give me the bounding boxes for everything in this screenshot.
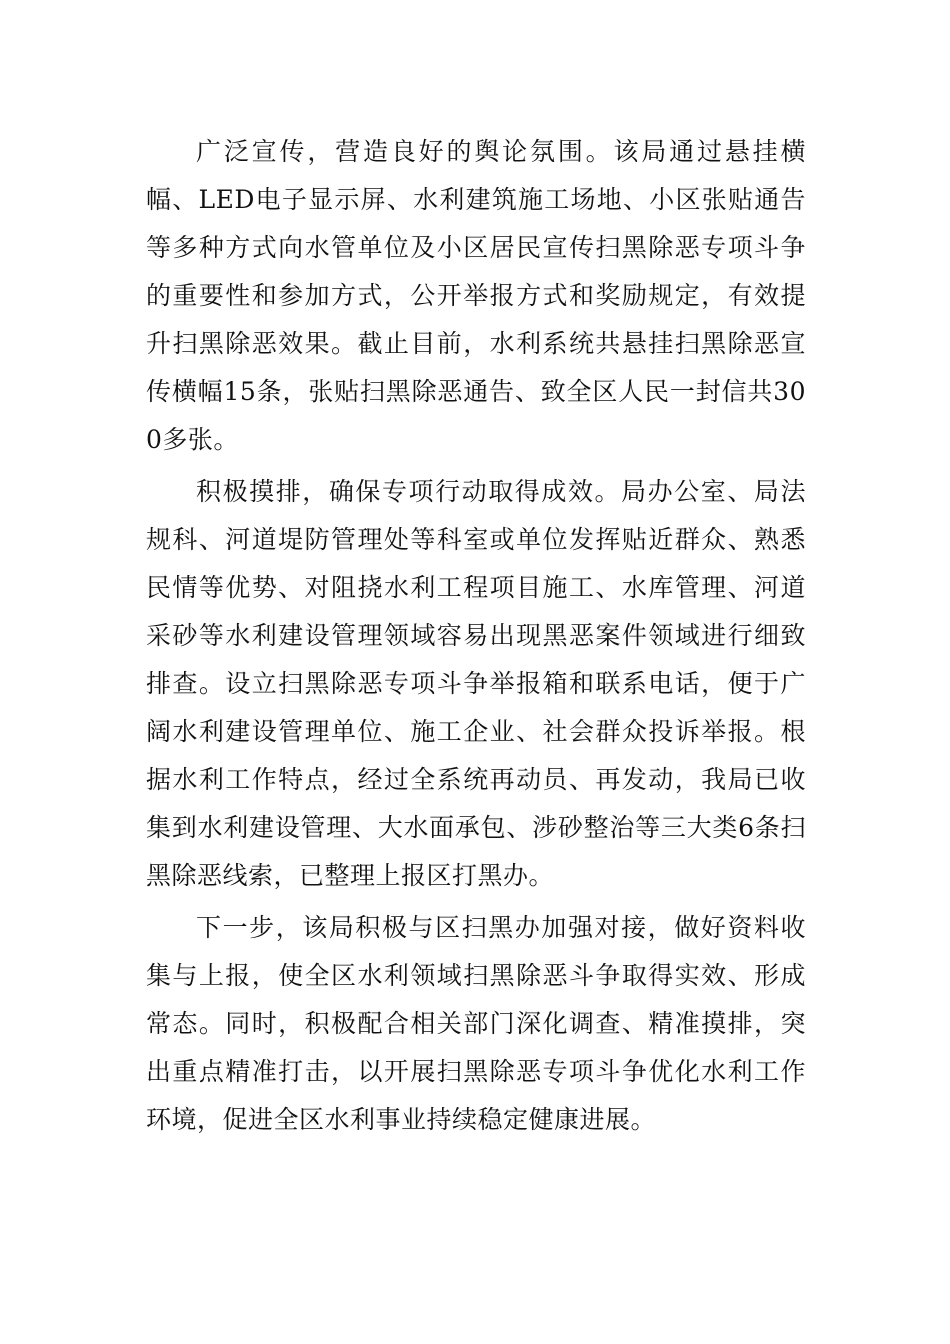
paragraph-investigation: 积极摸排，确保专项行动取得成效。局办公室、局法规科、河道堤防管理处等科室或单位发挥贴近群众、熟悉民情等优势、对阻挠水利工程项目施工、水库管理、河道采砂等水利建设管理领域容易出现黑恶案件领域进行细致排查。设立扫黑除恶专项斗争举报箱和联系电话，便于广阔水利建设管理单位、施工企业、社会群众投诉举报。根据水利工作特点，经过全系统再动员、再发动，我局已收集到水利建设管理、大水面承包、涉砂整治等三大类6条扫黑除恶线索，已整理上报区打黑办。: [146, 477, 806, 890]
paragraph-publicity: 广泛宣传，营造良好的舆论氛围。该局通过悬挂横幅、LED电子显示屏、水利建筑施工场地、小区张贴通告等多种方式向水管单位及小区居民宣传扫黑除恶专项斗争的重要性和参加方式，公开举报方式和奖励规定，有效提升扫黑除恶效果。截止目前，水利系统共悬挂扫黑除恶宣传横幅15条，张贴扫黑除恶通告、致全区人民一封信共300多张。: [146, 137, 806, 454]
document-body: [146, 128, 806, 1144]
paragraph-next-steps: 下一步，该局积极与区扫黑办加强对接，做好资料收集与上报，使全区水利领域扫黑除恶斗争取得实效、形成常态。同时，积极配合相关部门深化调查、精准摸排，突出重点精准打击，以开展扫黑除恶专项斗争优化水利工作环境，促进全区水利事业持续稳定健康进展。: [146, 913, 806, 1134]
